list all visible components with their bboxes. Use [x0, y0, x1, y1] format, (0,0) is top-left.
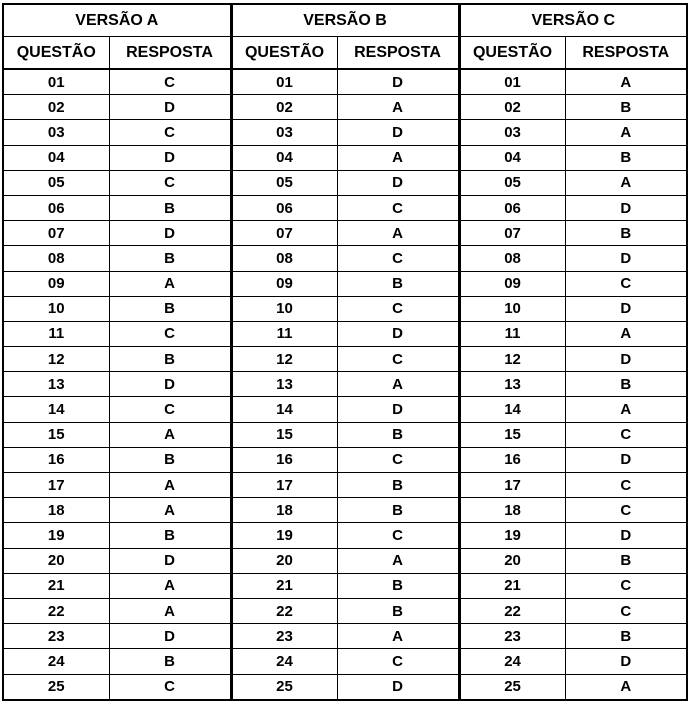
version-c-answer: A [565, 120, 687, 145]
version-b-answer: A [337, 372, 459, 397]
version-c-question-number: 20 [459, 548, 565, 573]
version-c-answer: B [565, 548, 687, 573]
table-row [3, 95, 687, 120]
version-b-answer: B [337, 271, 459, 296]
version-c-question-number: 17 [459, 473, 565, 498]
version-b-answer: D [337, 321, 459, 346]
version-b-answer: A [337, 95, 459, 120]
version-c-question-number: 22 [459, 598, 565, 623]
version-a-answer: B [109, 296, 231, 321]
table-row [3, 523, 687, 548]
version-a-question-number: 13 [3, 372, 109, 397]
version-a-answer: C [109, 69, 231, 95]
version-b-question-number: 19 [231, 523, 337, 548]
version-a-answer: A [109, 598, 231, 623]
version-c-answer: A [565, 170, 687, 195]
table-row [3, 145, 687, 170]
version-b-answer: A [337, 624, 459, 649]
version-b-answer: B [337, 422, 459, 447]
version-a-question-number: 14 [3, 397, 109, 422]
version-b-question-number: 22 [231, 598, 337, 623]
version-a-question-number: 22 [3, 598, 109, 623]
version-a-answer: D [109, 624, 231, 649]
version-b-question-number: 16 [231, 447, 337, 472]
version-a-answer: C [109, 170, 231, 195]
version-b-question-number: 21 [231, 573, 337, 598]
version-c-question-number: 24 [459, 649, 565, 674]
version-c-answer: C [565, 498, 687, 523]
version-b-question-number: 07 [231, 221, 337, 246]
table-row [3, 321, 687, 346]
version-b-answer: D [337, 170, 459, 195]
table-row [3, 170, 687, 195]
version-a-answer: D [109, 145, 231, 170]
version-a-answer: A [109, 271, 231, 296]
version-c-question-number: 02 [459, 95, 565, 120]
version-c-answer: B [565, 372, 687, 397]
table-row [3, 548, 687, 573]
version-c-answer: D [565, 447, 687, 472]
version-b-answer: D [337, 397, 459, 422]
version-b-question-number: 23 [231, 624, 337, 649]
version-a-question-number: 01 [3, 69, 109, 95]
version-a-question-number: 23 [3, 624, 109, 649]
version-b-answer: B [337, 498, 459, 523]
version-b-answer: B [337, 473, 459, 498]
table-row [3, 397, 687, 422]
version-c-question-number: 15 [459, 422, 565, 447]
table-row [3, 473, 687, 498]
version-a-answer: D [109, 221, 231, 246]
answer-key-table [2, 3, 688, 701]
version-b-answer: C [337, 296, 459, 321]
version-a-answer: C [109, 397, 231, 422]
version-c-answer: B [565, 624, 687, 649]
version-a-question-number: 16 [3, 447, 109, 472]
version-b-answer: A [337, 548, 459, 573]
version-a-answer: C [109, 674, 231, 700]
table-row [3, 598, 687, 623]
version-c-question-number: 25 [459, 674, 565, 700]
table-row [3, 447, 687, 472]
version-b-question-number: 03 [231, 120, 337, 145]
version-b-question-header: QUESTÃO [231, 37, 337, 70]
version-b-answer: C [337, 649, 459, 674]
version-a-answer: A [109, 422, 231, 447]
version-b-question-number: 02 [231, 95, 337, 120]
version-b-question-number: 24 [231, 649, 337, 674]
table-row [3, 372, 687, 397]
version-b-answer: C [337, 195, 459, 220]
version-c-question-number: 12 [459, 347, 565, 372]
version-c-answer: D [565, 246, 687, 271]
version-c-question-number: 06 [459, 195, 565, 220]
version-c-question-header: QUESTÃO [459, 37, 565, 70]
version-b-answer: C [337, 347, 459, 372]
version-a-answer: B [109, 523, 231, 548]
version-a-question-number: 25 [3, 674, 109, 700]
table-row [3, 347, 687, 372]
version-c-question-number: 03 [459, 120, 565, 145]
version-a-question-number: 07 [3, 221, 109, 246]
version-c-question-number: 21 [459, 573, 565, 598]
version-a-answer-header: RESPOSTA [109, 37, 231, 70]
version-c-answer: C [565, 473, 687, 498]
version-b-question-number: 08 [231, 246, 337, 271]
version-c-question-number: 23 [459, 624, 565, 649]
version-a-answer: D [109, 372, 231, 397]
version-a-question-number: 15 [3, 422, 109, 447]
version-c-question-number: 09 [459, 271, 565, 296]
version-b-answer: C [337, 447, 459, 472]
version-a-question-number: 10 [3, 296, 109, 321]
version-c-answer: D [565, 347, 687, 372]
version-c-question-number: 10 [459, 296, 565, 321]
version-a-question-number: 20 [3, 548, 109, 573]
version-c-question-number: 05 [459, 170, 565, 195]
table-row [3, 221, 687, 246]
version-b-answer: D [337, 674, 459, 700]
version-c-answer: A [565, 674, 687, 700]
version-c-question-number: 07 [459, 221, 565, 246]
version-a-question-number: 03 [3, 120, 109, 145]
version-a-question-number: 06 [3, 195, 109, 220]
version-c-question-number: 18 [459, 498, 565, 523]
version-a-answer: A [109, 573, 231, 598]
version-a-question-header: QUESTÃO [3, 37, 109, 70]
version-c-answer: C [565, 271, 687, 296]
version-a-question-number: 04 [3, 145, 109, 170]
version-a-answer: B [109, 447, 231, 472]
version-b-answer: D [337, 69, 459, 95]
version-c-answer: C [565, 598, 687, 623]
version-a-answer: B [109, 347, 231, 372]
version-c-answer: D [565, 195, 687, 220]
table-row [3, 674, 687, 700]
version-a-answer: A [109, 473, 231, 498]
table-row [3, 120, 687, 145]
version-a-question-number: 17 [3, 473, 109, 498]
version-a-answer: A [109, 498, 231, 523]
version-b-question-number: 11 [231, 321, 337, 346]
table-row [3, 195, 687, 220]
version-a-answer: B [109, 246, 231, 271]
version-b-answer: C [337, 246, 459, 271]
version-c-answer: B [565, 145, 687, 170]
table-row [3, 246, 687, 271]
version-header-row [3, 4, 687, 37]
version-c-question-number: 13 [459, 372, 565, 397]
version-c-answer: C [565, 573, 687, 598]
version-a-question-number: 02 [3, 95, 109, 120]
table-row [3, 69, 687, 95]
version-b-question-number: 18 [231, 498, 337, 523]
table-row [3, 296, 687, 321]
version-b-answer-header: RESPOSTA [337, 37, 459, 70]
version-b-question-number: 14 [231, 397, 337, 422]
version-b-question-number: 17 [231, 473, 337, 498]
version-b-answer: A [337, 221, 459, 246]
table-row [3, 649, 687, 674]
table-row [3, 573, 687, 598]
version-b-question-number: 04 [231, 145, 337, 170]
version-a-answer: C [109, 120, 231, 145]
version-c-answer-header: RESPOSTA [565, 37, 687, 70]
version-a-question-number: 12 [3, 347, 109, 372]
version-a-question-number: 05 [3, 170, 109, 195]
version-b-question-number: 05 [231, 170, 337, 195]
version-a-question-number: 09 [3, 271, 109, 296]
version-a-question-number: 11 [3, 321, 109, 346]
version-a-answer: D [109, 95, 231, 120]
version-c-answer: D [565, 649, 687, 674]
version-b-question-number: 13 [231, 372, 337, 397]
version-b-title: VERSÃO B [231, 4, 459, 37]
version-b-question-number: 12 [231, 347, 337, 372]
version-b-question-number: 06 [231, 195, 337, 220]
version-b-answer: C [337, 523, 459, 548]
version-b-answer: D [337, 120, 459, 145]
version-b-answer: B [337, 598, 459, 623]
version-a-question-number: 24 [3, 649, 109, 674]
version-c-question-number: 01 [459, 69, 565, 95]
version-a-answer: B [109, 649, 231, 674]
version-c-question-number: 14 [459, 397, 565, 422]
version-a-question-number: 08 [3, 246, 109, 271]
table-row [3, 422, 687, 447]
version-c-answer: D [565, 296, 687, 321]
version-c-answer: A [565, 397, 687, 422]
version-a-question-number: 21 [3, 573, 109, 598]
version-c-answer: B [565, 221, 687, 246]
version-b-question-number: 09 [231, 271, 337, 296]
version-b-answer: A [337, 145, 459, 170]
version-b-question-number: 25 [231, 674, 337, 700]
version-c-answer: C [565, 422, 687, 447]
version-c-answer: D [565, 523, 687, 548]
version-c-question-number: 19 [459, 523, 565, 548]
version-b-question-number: 15 [231, 422, 337, 447]
answer-table-body [3, 69, 687, 700]
version-a-answer: D [109, 548, 231, 573]
version-a-question-number: 19 [3, 523, 109, 548]
version-c-answer: A [565, 321, 687, 346]
version-b-question-number: 10 [231, 296, 337, 321]
version-c-question-number: 16 [459, 447, 565, 472]
version-b-answer: B [337, 573, 459, 598]
version-c-question-number: 08 [459, 246, 565, 271]
version-c-answer: B [565, 95, 687, 120]
version-c-question-number: 11 [459, 321, 565, 346]
table-row [3, 271, 687, 296]
version-c-answer: A [565, 69, 687, 95]
version-b-question-number: 20 [231, 548, 337, 573]
version-c-question-number: 04 [459, 145, 565, 170]
version-b-question-number: 01 [231, 69, 337, 95]
version-c-title: VERSÃO C [459, 4, 687, 37]
column-header-row [3, 37, 687, 70]
version-a-question-number: 18 [3, 498, 109, 523]
version-a-title: VERSÃO A [3, 4, 231, 37]
version-a-answer: B [109, 195, 231, 220]
version-a-answer: C [109, 321, 231, 346]
table-row [3, 498, 687, 523]
table-row [3, 624, 687, 649]
